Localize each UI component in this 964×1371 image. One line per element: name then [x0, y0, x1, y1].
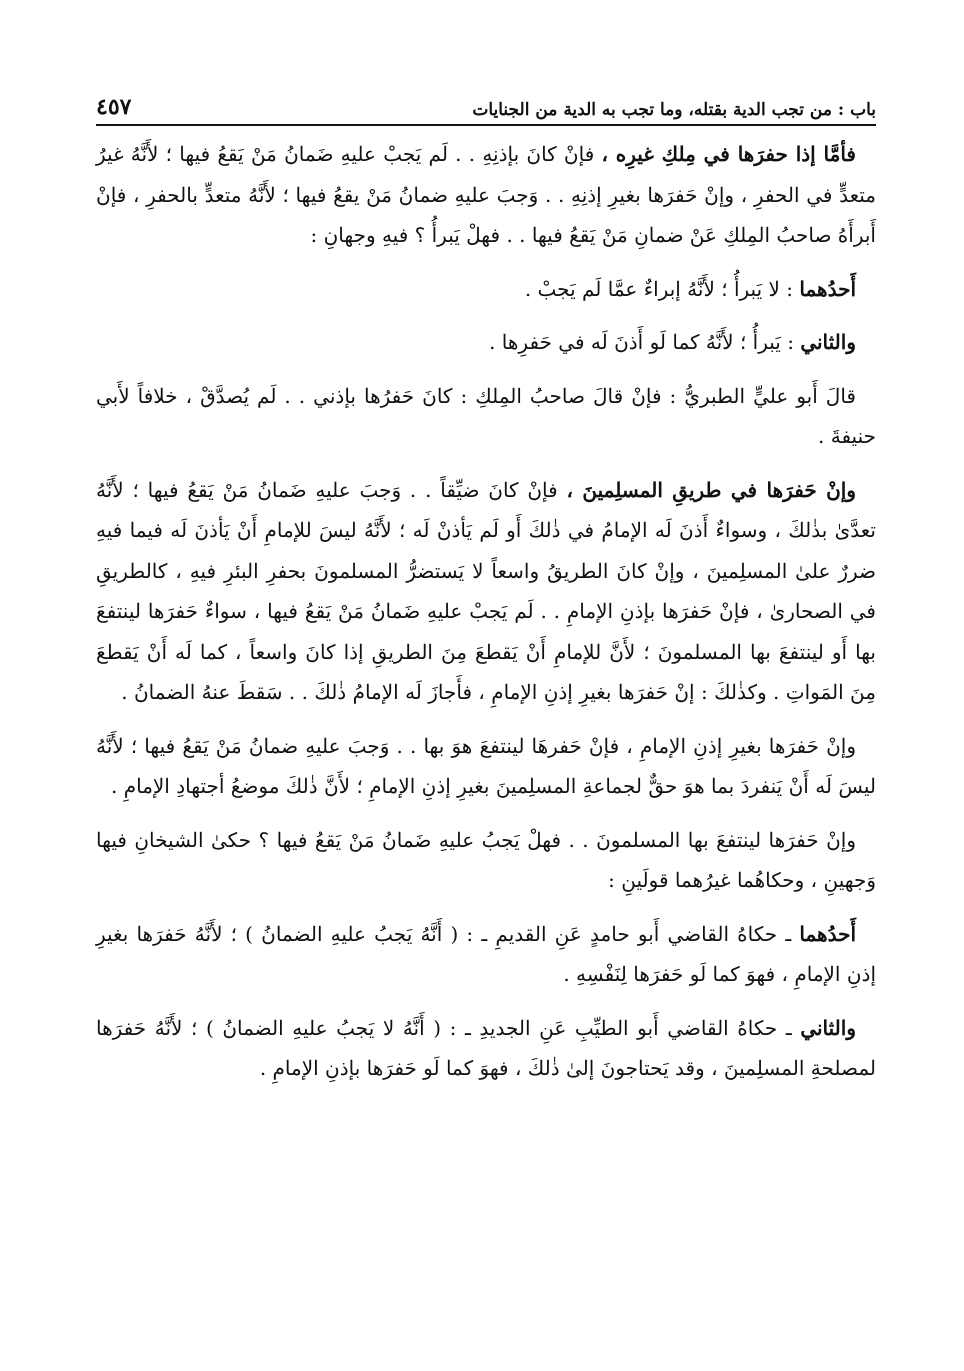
paragraph-text: ـ حكاهُ القاضي أَبو الطيِّبِ عَنِ الجديدِ ـ : ( أَنَّهُ لا يَجبُ عليهِ الضمانُ ) ؛ لأَنَّهُ حَفرَها لمصلحةِ المسلِمينَ ، وقد يَحتاجونَ إلىٰ ذٰلكَ ، فهوَ كما لَو حَفرَها بإذنِ الإمامِ . — [96, 1015, 876, 1080]
page-number: ٤٥٧ — [96, 94, 132, 120]
paragraph — [96, 470, 876, 713]
paragraph-lead: والثاني — [800, 1015, 856, 1040]
paragraph-text: وإنْ حَفرَها لينتفعَ بها المسلمونَ . . فهلْ يَجبُ عليهِ ضَمانُ مَنْ يَقعُ فيها ؟ حكىٰ الشيخانِ فيها وَجهينِ ، وحكاهُما غيرُهما قولَينِ : — [96, 827, 876, 892]
paragraph-text: فإنْ كانَ بإذنِهِ . . لَم يَجبْ عليهِ ضَمانُ مَنْ يَقعُ فيها ؛ لأَنَّهُ غيرُ متعدٍّ في الحفرِ ، وإنْ حَفرَها بغيرِ إذنِهِ . . وَجبَ عليهِ ضمانُ مَنْ يقعُ فيها ؛ لأَنَّهُ متعدٍّ بالحفرِ ، فإنْ أَبرأَهُ صاحبُ المِلكِ عَنْ ضمانِ مَنْ يَقعُ فيها . . فهلْ يَبرأُ ؟ فيهِ وجهانِ : — [96, 142, 876, 247]
running-title: باب : من تجب الدية بقتله، وما تجب به الدية من الجنايات — [472, 100, 876, 120]
paragraph-lead: أَحدُهما — [799, 921, 856, 946]
page-body — [96, 134, 876, 1102]
paragraph — [96, 914, 876, 995]
paragraph — [96, 726, 876, 807]
paragraph-text: قالَ أَبو عليٍّ الطبريُّ : فإنْ قالَ صاحبُ المِلكِ : كانَ حَفرُها بإذني . . لَم يُصدَّقْ ، خلافاً لأَبي حنيفةَ . — [96, 383, 876, 448]
paragraph-lead: وإنْ حَفرَها في طريقِ المسلِمينَ ، — [566, 477, 856, 502]
paragraph-lead: فأمَّا إذا حفرَها في مِلكِ غيرِه ، — [601, 142, 856, 166]
page-header — [96, 84, 876, 126]
paragraph — [96, 376, 876, 457]
paragraph-lead: والثاني — [800, 330, 856, 354]
paragraph-lead: أَحدُهما — [799, 276, 856, 301]
paragraph — [96, 322, 876, 363]
paragraph — [96, 1008, 876, 1089]
paragraph — [96, 269, 876, 310]
paragraph-text: فإنْ كانَ ضيِّقاً . . وَجبَ عليهِ ضَمانُ مَنْ يَقعُ فيها ؛ لأَنَّهُ تعدَّىٰ بذٰلكَ ، وسواءٌ أَذنَ لَه الإمامُ في ذٰلكَ أَو لَم يَأذنْ لَه ؛ لأَنَّهُ ليسَ للإمامِ أَنْ يَأذنَ لَه فيما فيهِ ضررٌ علىٰ المسلِمينَ ، وإنْ كانَ الطريقُ واسعاً لا يَستضرُّ المسلمونَ بحفرِ البئرِ فيهِ ، كالطريقِ في الصحارىٰ ، فإنْ حَفرَها بإذنِ الإمامِ . . لَم يَجبْ عليهِ ضَمانُ مَنْ يَقعُ فيها ، سواءٌ حَفرَها لينتفعَ بها أَو لينتفعَ بها المسلمونَ ؛ لأَنَّ للإمامِ أَنْ يَقطعَ مِنَ الطريقِ إذا كانَ واسعاً ، كما لَه أَنْ يَقطعَ مِنَ المَواتِ . وكذٰلكَ : إنْ حَفرَها بغيرِ إذنِ الإمامِ ، فأَجازَ لَه الإمامُ ذٰلكَ . . سَقطَ عنهُ الضمانُ . — [96, 477, 876, 704]
paragraph — [96, 134, 876, 256]
paragraph-text: : لا يَبرأُ ؛ لأَنَّهُ إبراءٌ عمَّا لَم يَجبْ . — [524, 276, 800, 301]
paragraph-text: : يَبرأُ ؛ لأَنَّهُ كما لَو أَذنَ لَه في حَفرِها . — [489, 330, 801, 354]
paragraph — [96, 820, 876, 901]
paragraph-text: ـ حكاهُ القاضي أَبو حامدٍ عَنِ القديمِ ـ : ( أَنَّهُ يَجبُ عليهِ الضمانُ ) ؛ لأَنَّهُ حَفرَها بغيرِ إذنِ الإمامِ ، فهوَ كما لَو حَفرَها لِنَفْسِهِ . — [96, 921, 876, 986]
paragraph-text: وإنْ حَفرَها بغيرِ إذنِ الإمامِ ، فإنْ حَفرهَا لينتفعَ هوَ بها . . وَجبَ عليهِ ضمانُ مَنْ يَقعُ فيها ؛ لأَنَّهُ ليسَ لَه أَنْ يَنفردَ بما هوَ حقٌّ لجماعةِ المسلِمينَ بغيرِ إذنِ الإمامِ ؛ لأَنَّ ذٰلكَ موضعُ أجتهادِ الإمامِ . — [96, 733, 876, 798]
